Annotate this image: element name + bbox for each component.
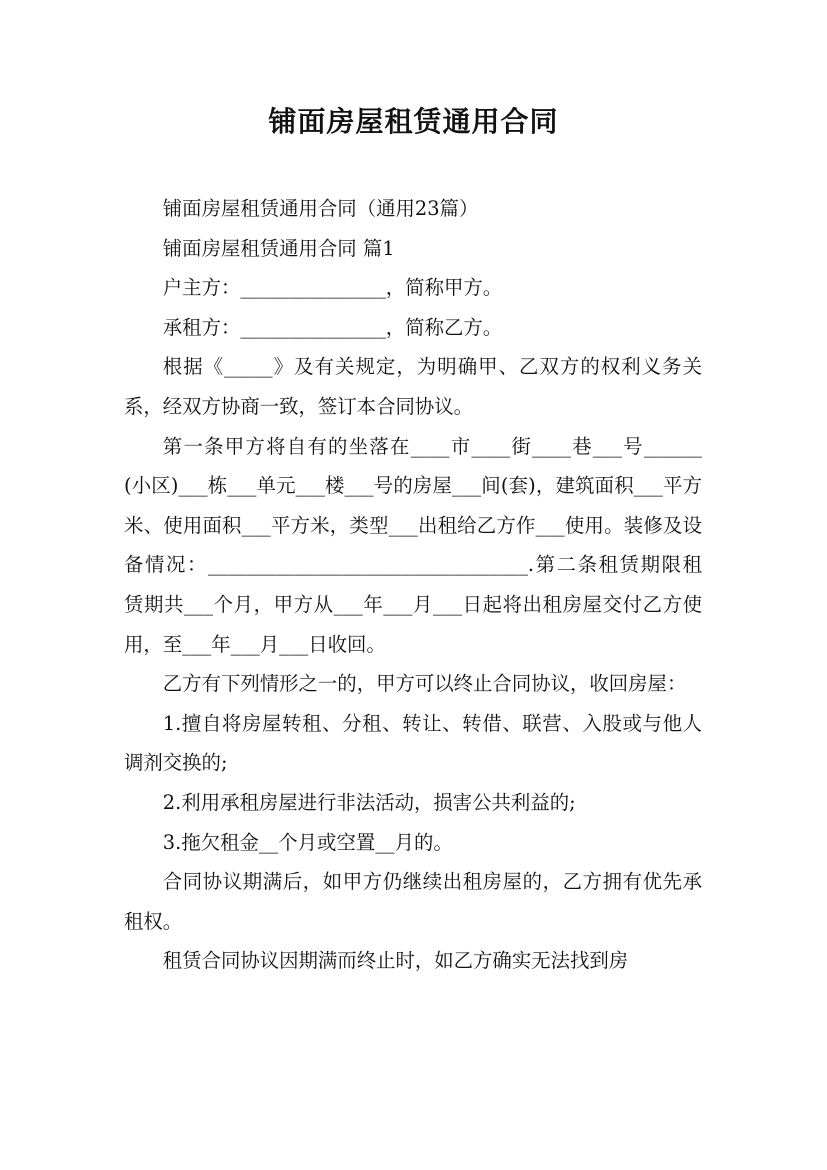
paragraph-termination-intro: 乙方有下列情形之一的，甲方可以终止合同协议，收回房屋：	[162, 672, 687, 696]
document-body	[124, 189, 702, 981]
paragraph-article-1: 第一条甲方将自有的坐落在____市____街____巷___号______(小区)___栋___单元___楼___号的房屋___间(套)，建筑面积___平方米、使用面积___平方米，类型___出租给乙方作___使用。装修及设备情况：_________________________________.第二条租赁期限租赁期共___个月，甲方从___年___月___日起将出租房屋交付乙方使用，至___年___月___日收回。	[124, 434, 702, 656]
paragraph-clause-3: 3.拖欠租金__个月或空置__月的。	[162, 830, 453, 854]
paragraph-landlord: 户主方：_______________，简称甲方。	[162, 276, 503, 300]
paragraph-subtitle: 铺面房屋租赁通用合同（通用23篇）	[162, 197, 479, 220]
paragraph-preamble: 根据《_____》及有关规定，为明确甲、乙双方的权利义务关系，经双方协商一致，签订本合同协议。	[124, 355, 702, 418]
paragraph-expiry: 租赁合同协议因期满而终止时，如乙方确实无法找到房	[162, 949, 629, 973]
paragraph-tenant: 承租方：_______________，简称乙方。	[162, 315, 503, 339]
document-title: 铺面房屋租赁通用合同	[268, 105, 559, 138]
paragraph-clause-2: 2.利用承租房屋进行非法活动，损害公共利益的;	[162, 790, 576, 814]
paragraph-renewal: 合同协议期满后，如甲方仍继续出租房屋的，乙方拥有优先承租权。	[124, 870, 702, 933]
paragraph-section-heading: 铺面房屋租赁通用合同 篇1	[162, 236, 395, 260]
paragraph-clause-1: 1.擅自将房屋转租、分租、转让、转借、联营、入股或与他人调剂交换的;	[124, 711, 702, 775]
